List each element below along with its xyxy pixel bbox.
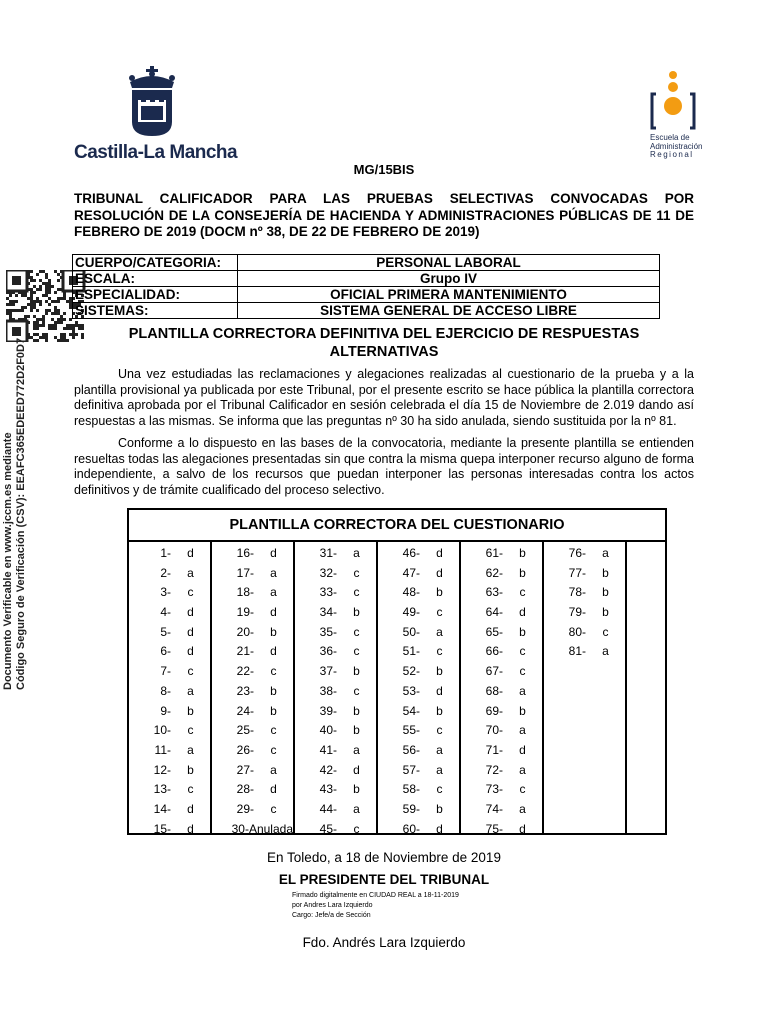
answer-letter: b	[519, 703, 526, 718]
answer-row	[295, 741, 376, 761]
answer-row	[378, 702, 459, 722]
answer-row	[212, 682, 293, 702]
answer-letter: a	[436, 742, 443, 757]
question-number: 56-	[402, 742, 420, 757]
answer-letter: d	[519, 605, 526, 620]
answer-row	[378, 682, 459, 702]
answer-row	[129, 741, 210, 761]
question-number: 15-	[153, 821, 171, 836]
question-number: 55-	[402, 723, 420, 738]
answer-row	[544, 544, 625, 564]
info-value: Grupo IV	[238, 271, 660, 287]
signer-title: EL PRESIDENTE DEL TRIBUNAL	[278, 872, 490, 887]
answer-row	[295, 780, 376, 800]
question-number: 35-	[319, 624, 337, 639]
question-number: 39-	[319, 703, 337, 718]
document-title: TRIBUNAL CALIFICADOR PARA LAS PRUEBAS SELECTIVAS CONVOCADAS POR RESOLUCIÓN DE LA CONSEJERÍA DE HACIENDA Y ADMINISTRACIONES PÚBLICAS DE 11 DE FEBRERO DE 2019 (DOCM nº 38, DE 22 DE FEBRERO DE 2019)	[74, 191, 694, 239]
answer-letter: c	[353, 585, 360, 600]
question-number: 40-	[319, 723, 337, 738]
question-number: 31-	[319, 546, 337, 560]
answer-key-title: PLANTILLA CORRECTORA DEL CUESTIONARIO	[129, 510, 665, 542]
answer-letter: b	[436, 801, 443, 816]
answer-row	[212, 603, 293, 623]
answer-letter: a	[436, 624, 443, 639]
answer-columns	[129, 542, 665, 835]
question-number: 48-	[402, 585, 420, 600]
answer-letter: b	[436, 703, 443, 718]
question-number: 41-	[319, 742, 337, 757]
question-number: 18-	[236, 585, 254, 600]
answer-row	[295, 642, 376, 662]
question-number: 20-	[236, 624, 254, 639]
question-number: 26-	[236, 742, 254, 757]
question-number: 13-	[153, 782, 171, 797]
info-key: SISTEMAS:	[73, 303, 238, 319]
answer-row	[378, 780, 459, 800]
question-number: 12-	[153, 762, 171, 777]
answer-letter: c	[436, 644, 443, 659]
question-number: 36-	[319, 644, 337, 659]
info-row	[73, 303, 660, 319]
answer-letter: b	[353, 605, 360, 620]
answer-row	[129, 702, 210, 722]
answer-row	[212, 780, 293, 800]
question-number: 50-	[402, 624, 420, 639]
question-number: 10-	[153, 723, 171, 738]
question-number: 49-	[402, 605, 420, 620]
answer-column	[295, 542, 378, 835]
question-number: 60-	[402, 821, 420, 836]
question-number: 79-	[568, 605, 586, 620]
question-number: 5-	[160, 624, 171, 639]
answer-row	[461, 741, 542, 761]
answer-row	[295, 761, 376, 781]
answer-letter: b	[353, 782, 360, 797]
answer-column	[544, 542, 627, 835]
question-number: 17-	[236, 565, 254, 580]
answer-letter: a	[519, 801, 526, 816]
question-number: 24-	[236, 703, 254, 718]
answer-row	[461, 623, 542, 643]
signed-by: Fdo. Andrés Lara Izquierdo	[302, 935, 466, 950]
question-number: 64-	[485, 605, 503, 620]
answer-row	[129, 820, 210, 840]
question-number: 6-	[160, 644, 171, 659]
answer-row	[461, 702, 542, 722]
answer-column	[627, 542, 665, 835]
answer-row	[129, 662, 210, 682]
answer-row	[295, 682, 376, 702]
answer-row	[129, 761, 210, 781]
question-number: 25-	[236, 723, 254, 738]
question-number: 21-	[236, 644, 254, 659]
info-value: OFICIAL PRIMERA MANTENIMIENTO	[238, 287, 660, 303]
answer-letter: b	[187, 703, 194, 718]
answer-letter: c	[187, 723, 194, 738]
logo-text: Castilla-La Mancha	[74, 142, 238, 163]
question-number: 69-	[485, 703, 503, 718]
answer-row	[212, 564, 293, 584]
info-row	[73, 255, 660, 271]
answer-letter: b	[519, 546, 526, 560]
answer-letter: d	[187, 546, 194, 560]
answer-row	[129, 721, 210, 741]
question-number: 53-	[402, 683, 420, 698]
answer-letter: a	[353, 546, 360, 560]
answer-row	[461, 603, 542, 623]
verification-stamp	[2, 330, 28, 690]
answer-row	[461, 564, 542, 584]
answer-letter: d	[187, 644, 194, 659]
answer-letter: b	[187, 762, 194, 777]
answer-row	[295, 603, 376, 623]
answer-key-table	[127, 508, 667, 835]
question-number: 66-	[485, 644, 503, 659]
question-number: 38-	[319, 683, 337, 698]
info-key: CUERPO/CATEGORIA:	[73, 255, 238, 271]
answer-row	[378, 662, 459, 682]
answer-row	[212, 544, 293, 564]
question-number: 70-	[485, 723, 503, 738]
question-number: 61-	[485, 546, 503, 560]
answer-letter: a	[436, 762, 443, 777]
answer-letter: d	[519, 821, 526, 836]
answer-row	[129, 603, 210, 623]
answer-row	[378, 603, 459, 623]
answer-letter: b	[353, 664, 360, 679]
answer-letter: d	[270, 644, 277, 659]
question-number: 73-	[485, 782, 503, 797]
answer-letter: c	[270, 742, 277, 757]
answer-letter: c	[353, 624, 360, 639]
answer-row	[544, 603, 625, 623]
answer-letter: b	[353, 703, 360, 718]
answer-letter: d	[353, 762, 360, 777]
answer-row	[212, 800, 293, 820]
question-number: 59-	[402, 801, 420, 816]
answer-row	[378, 820, 459, 840]
question-number: 43-	[319, 782, 337, 797]
answer-letter: d	[436, 821, 443, 836]
answer-letter: b	[602, 585, 609, 600]
question-number: 78-	[568, 585, 586, 600]
question-number: 34-	[319, 605, 337, 620]
answer-letter: c	[187, 585, 194, 600]
info-row	[73, 287, 660, 303]
answer-row	[378, 741, 459, 761]
answer-letter: a	[519, 762, 526, 777]
answer-letter: b	[270, 624, 277, 639]
question-number: 1-	[160, 546, 171, 560]
answer-row	[212, 741, 293, 761]
question-number: 7-	[160, 664, 171, 679]
question-number: 67-	[485, 664, 503, 679]
question-number: 77-	[568, 565, 586, 580]
question-number: 47-	[402, 565, 420, 580]
answer-letter: d	[270, 605, 277, 620]
answer-column	[212, 542, 295, 835]
answer-row	[461, 544, 542, 564]
answer-row	[295, 820, 376, 840]
question-number: 2-	[160, 565, 171, 580]
answer-letter: c	[353, 683, 360, 698]
question-number: 42-	[319, 762, 337, 777]
question-number: 37-	[319, 664, 337, 679]
answer-row	[212, 761, 293, 781]
place-date: En Toledo, a 18 de Noviembre de 2019	[267, 850, 501, 865]
answer-letter: a	[602, 546, 609, 560]
answer-row	[295, 662, 376, 682]
answer-letter: c	[436, 782, 443, 797]
answer-letter: c	[187, 782, 194, 797]
answer-row	[129, 682, 210, 702]
info-row	[73, 271, 660, 287]
answer-letter: a	[270, 762, 277, 777]
question-number: 54-	[402, 703, 420, 718]
question-number: 8-	[160, 683, 171, 698]
question-number: 16-	[236, 546, 254, 560]
question-number: 81-	[568, 644, 586, 659]
question-number: 22-	[236, 664, 254, 679]
answer-row	[129, 780, 210, 800]
answer-letter: b	[436, 585, 443, 600]
answer-row	[295, 702, 376, 722]
answer-row	[461, 583, 542, 603]
info-value: PERSONAL LABORAL	[238, 255, 660, 271]
answer-row	[129, 642, 210, 662]
answer-row	[129, 800, 210, 820]
answer-row	[378, 564, 459, 584]
answer-letter: c	[602, 624, 609, 639]
question-number: 46-	[402, 546, 420, 560]
answer-letter: d	[436, 683, 443, 698]
answer-row	[544, 583, 625, 603]
question-number: 29-	[236, 801, 254, 816]
question-number: 57-	[402, 762, 420, 777]
answer-letter: a	[187, 742, 194, 757]
answer-letter: a	[519, 683, 526, 698]
answer-letter: d	[436, 546, 443, 560]
answer-row	[212, 820, 293, 840]
answer-row	[461, 820, 542, 840]
answer-letter: Anulada	[248, 821, 293, 836]
answer-row	[129, 623, 210, 643]
answer-row	[378, 721, 459, 741]
answer-letter: a	[353, 742, 360, 757]
question-number: 63-	[485, 585, 503, 600]
answer-row	[212, 623, 293, 643]
question-number: 51-	[402, 644, 420, 659]
answer-letter: d	[187, 801, 194, 816]
answer-row	[212, 702, 293, 722]
answer-row	[295, 623, 376, 643]
question-number: 11-	[154, 742, 171, 757]
answer-row	[295, 721, 376, 741]
question-number: 4-	[160, 605, 171, 620]
answer-row	[212, 662, 293, 682]
answer-row	[378, 623, 459, 643]
answer-letter: c	[519, 644, 526, 659]
answer-row	[461, 761, 542, 781]
answer-letter: c	[270, 664, 277, 679]
question-number: 74-	[485, 801, 503, 816]
answer-letter: c	[519, 585, 526, 600]
question-number: 80-	[568, 624, 586, 639]
question-number: 14-	[153, 801, 171, 816]
answer-row	[212, 583, 293, 603]
answer-letter: a	[187, 683, 194, 698]
answer-row	[461, 800, 542, 820]
answer-row	[129, 544, 210, 564]
escuela-administracion-logo	[648, 70, 698, 134]
answer-letter: b	[436, 664, 443, 679]
info-value: SISTEMA GENERAL DE ACCESO LIBRE	[238, 303, 660, 319]
answer-letter: d	[270, 546, 277, 560]
answer-letter: b	[519, 624, 526, 639]
escuela-logo-text: Escuela de Administración Regional	[650, 133, 703, 159]
section-heading: PLANTILLA CORRECTORA DEFINITIVA DEL EJERCICIO DE RESPUESTAS ALTERNATIVAS	[128, 326, 640, 360]
answer-letter: c	[519, 782, 526, 797]
question-number: 52-	[402, 664, 420, 679]
question-number: 75-	[485, 821, 503, 836]
digital-signature: Firmado digitalmente en CIUDAD REAL a 18-11-2019 por Andres Lara Izquierdo Cargo: Jefe/a de Sección	[292, 892, 459, 919]
answer-letter: c	[519, 664, 526, 679]
answer-letter: a	[187, 565, 194, 580]
answer-letter: a	[353, 801, 360, 816]
question-number: 19-	[236, 605, 254, 620]
answer-letter: c	[353, 565, 360, 580]
question-number: 76-	[568, 546, 586, 560]
question-number: 28-	[236, 782, 254, 797]
answer-letter: b	[602, 565, 609, 580]
question-number: 45-	[319, 821, 337, 836]
question-number: 9-	[160, 703, 171, 718]
answer-letter: c	[353, 821, 360, 836]
answer-row	[295, 583, 376, 603]
answer-letter: c	[436, 723, 443, 738]
paragraph-2: Conforme a lo dispuesto en las bases de la convocatoria, mediante la presente plantilla se entienden resueltas todas las alegaciones presentadas sin que contra la misma quepa interponer recurso alguno de forma independiente, a salvo de los recursos que puedan interponer las personas interesadas contra los actos definitivos y de trámite cualificado del proceso selectivo.	[74, 436, 694, 497]
answer-row	[461, 721, 542, 741]
answer-letter: a	[270, 585, 277, 600]
answer-letter: a	[519, 723, 526, 738]
question-number: 3-	[160, 585, 171, 600]
answer-letter: b	[602, 605, 609, 620]
question-number: 62-	[485, 565, 503, 580]
answer-letter: d	[270, 782, 277, 797]
answer-letter: b	[270, 703, 277, 718]
paragraph-1: Una vez estudiadas las reclamaciones y alegaciones realizadas al cuestionario de la prueba y a la plantilla provisional ya publicada por este Tribunal, por el presente escrito se hace pública la plantilla correctora definitiva aprobada por el Tribunal Calificador en sesión celebrada el día 15 de Noviembre de 2.019 dando así respuestas a las mismas. Se informa que las preguntas nº 30 ha sido anulada, siendo sustituida por la nº 81.	[74, 367, 694, 428]
question-number: 30-	[231, 821, 249, 836]
answer-row	[378, 761, 459, 781]
question-number: 27-	[236, 762, 254, 777]
answer-row	[544, 642, 625, 662]
answer-row	[378, 544, 459, 564]
answer-letter: d	[187, 624, 194, 639]
answer-row	[544, 623, 625, 643]
answer-letter: c	[270, 723, 277, 738]
answer-column	[378, 542, 461, 835]
answer-row	[378, 642, 459, 662]
answer-letter: b	[270, 683, 277, 698]
answer-row	[461, 662, 542, 682]
question-number: 68-	[485, 683, 503, 698]
answer-letter: d	[187, 605, 194, 620]
answer-letter: d	[436, 565, 443, 580]
answer-row	[295, 564, 376, 584]
answer-letter: d	[519, 742, 526, 757]
answer-row	[129, 564, 210, 584]
question-number: 71-	[485, 742, 503, 757]
answer-row	[461, 642, 542, 662]
answer-row	[378, 800, 459, 820]
answer-row	[461, 682, 542, 702]
answer-letter: c	[270, 801, 277, 816]
answer-row	[295, 544, 376, 564]
info-table	[72, 254, 660, 319]
answer-column	[461, 542, 544, 835]
question-number: 33-	[319, 585, 337, 600]
answer-row	[544, 564, 625, 584]
answer-row	[212, 642, 293, 662]
answer-letter: a	[602, 644, 609, 659]
question-number: 72-	[485, 762, 503, 777]
answer-letter: b	[353, 723, 360, 738]
answer-letter: b	[519, 565, 526, 580]
question-number: 32-	[319, 565, 337, 580]
question-number: 58-	[402, 782, 420, 797]
answer-letter: c	[187, 664, 194, 679]
answer-column	[129, 542, 212, 835]
question-number: 65-	[485, 624, 503, 639]
answer-letter: d	[187, 821, 194, 836]
answer-row	[461, 780, 542, 800]
document-code: MG/15BIS	[353, 162, 415, 177]
stamp-line-2: Código Seguro de Verificación (CSV): EEAFC365EDEED772D2F0D7	[15, 337, 27, 690]
info-key: ESCALA:	[73, 271, 238, 287]
answer-letter: c	[436, 605, 443, 620]
answer-row	[129, 583, 210, 603]
answer-letter: c	[353, 644, 360, 659]
question-number: 23-	[236, 683, 254, 698]
stamp-line-1: Documento Verificable en www.jccm.es mediante	[2, 432, 14, 690]
answer-row	[212, 721, 293, 741]
answer-row	[295, 800, 376, 820]
info-key: ESPECIALIDAD:	[73, 287, 238, 303]
answer-letter: a	[270, 565, 277, 580]
question-number: 44-	[319, 801, 337, 816]
answer-row	[378, 583, 459, 603]
